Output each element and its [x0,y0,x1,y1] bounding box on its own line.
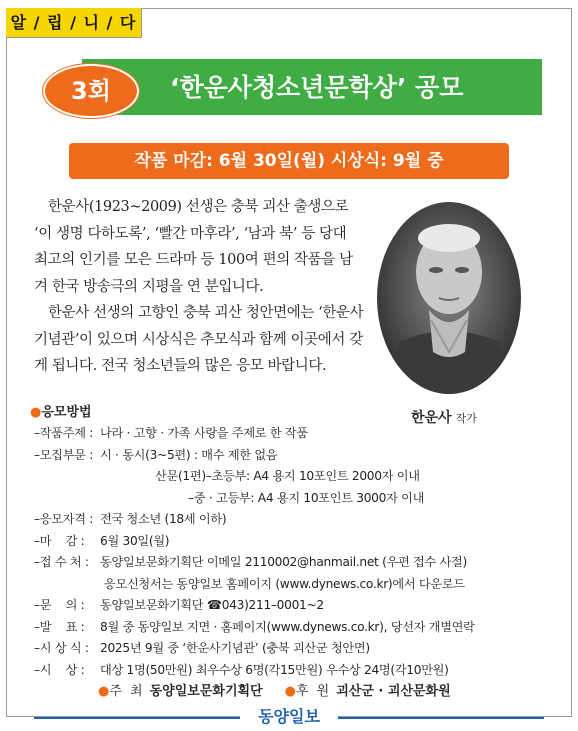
list-item: 응모신청서는 동양일보 홈페이지 (www.dynews.co.kr)에서 다운로드 [104,576,465,591]
author-portrait-image [377,202,521,394]
list-item: –응모자격 : 전국 청소년 (18세 이하) [34,512,227,526]
method-title-text: 응모방법 [41,405,92,420]
intro-paragraph-2: 한운사 선생의 고향인 충북 괴산 청안면에는 ‘한운사기념관’이 있으며 시상식은 추모식과 함께 이곳에서 갖게 됩니다. 전국 청소년들의 많은 응모 바랍니다. [34,305,364,374]
method-list [34,423,554,681]
notice-header-label: 알 / 립 / 니 / 다 [6,8,142,38]
host-label: 주 최 [109,684,145,699]
dongyang-ilbo-logo: 동양일보 [240,706,338,728]
edition-badge: 3회 [43,64,139,118]
list-item: –시 상 : 대상 1명(50만원) 최우수상 6명(각15만원) 우수상 24명(각10만원) [34,662,449,677]
list-item: –문 의 : 동양일보문화기획단 ☎043)211–0001~2 [34,598,324,612]
list-item: –마 감 : 6월 30일(월) [34,533,170,548]
author-role: 작가 [455,412,477,425]
list-item: –작품주제 : 나라 · 고향 · 가족 사랑을 주제로 한 작품 [34,426,308,440]
intro-paragraph-1: 한운사(1923~2009) 선생은 충북 괴산 출생으로 ‘이 생명 다하도록’, ‘빨간 마후라’, ‘남과 북’ 등 당대 최고의 인기를 모은 드라마 등 100여 편의 작품을 남겨 한국 방송극의 지평을 연 분입니다. [34,199,353,295]
contest-title: ‘한운사청소년문학상’ 공모 [170,73,464,102]
host-name: 동양일보문화기획단 [149,684,263,699]
list-item: –접 수 처 : 동양일보문화기획단 이메일 2110002@hanmail.net (우편 접수 사절) [34,555,467,569]
support-label: 후 원 [295,684,332,699]
bullet-dot-icon: ● [30,405,42,420]
deadline-banner: 작품 마감: 6월 30일(월) 시상식: 9월 중 [69,143,509,179]
list-item: 산문(1편)–초등부: A4 용지 10포인트 2000자 이내 [155,469,420,483]
list-item: –모집부문 : 시 · 동시(3~5편) : 매수 제한 없음 [34,447,278,462]
method-title [30,401,92,420]
list-item: –발 표 : 8월 중 동양일보 지면 · 홈페이지(www.dynews.co.kr), 당선자 개별연락 [34,619,475,634]
bullet-dot-icon: ● [284,684,296,699]
author-photo [377,202,521,394]
support-name: 괴산군 · 괴산문화원 [336,684,451,699]
intro-text [34,194,364,380]
list-item: –중 · 고등부: A4 용지 10포인트 3000자 이내 [188,490,425,505]
author-name: 한운사 [411,410,452,426]
bullet-dot-icon: ● [98,684,110,699]
list-item: –시 상 식 : 2025년 9월 중 ‘한운사기념관’ (충북 괴산군 청안면) [34,641,370,655]
sponsors-line [98,680,451,699]
